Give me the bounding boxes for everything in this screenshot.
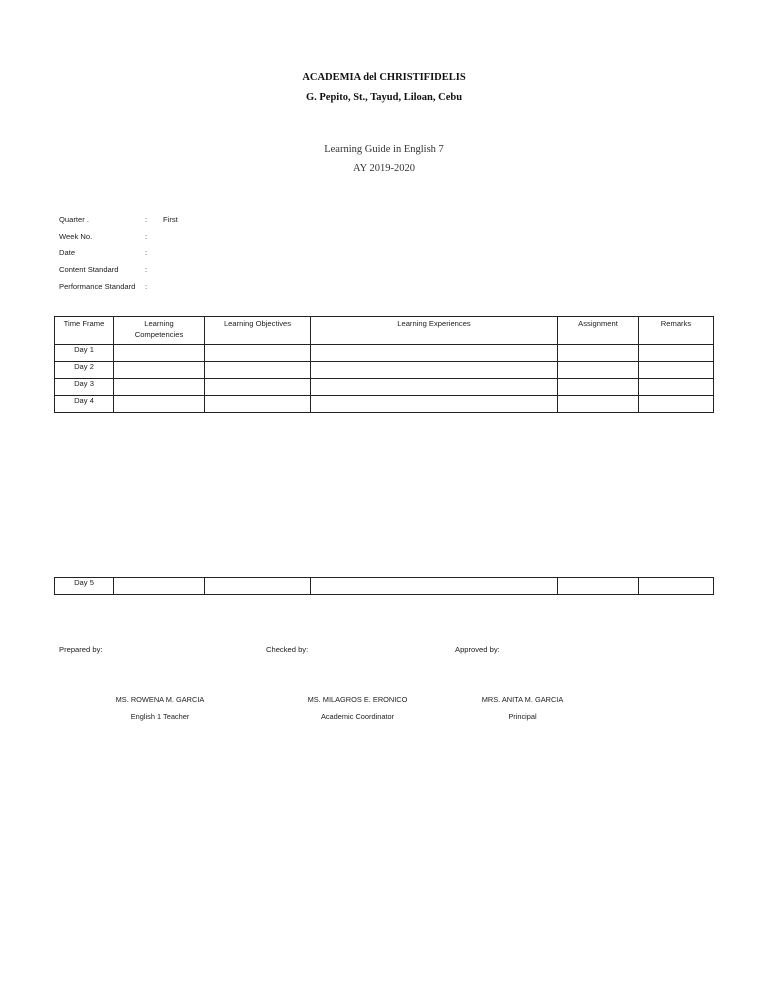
table-cell bbox=[114, 396, 205, 413]
col-header-learning-objectives: Learning Objectives bbox=[205, 317, 311, 345]
table-cell bbox=[639, 362, 714, 379]
info-label-week: Week No. bbox=[59, 232, 93, 241]
table-cell bbox=[311, 345, 558, 362]
table-cell bbox=[114, 362, 205, 379]
checked-by-name: MS. MILAGROS E. ERONICO bbox=[307, 695, 408, 704]
table-cell bbox=[558, 345, 639, 362]
info-sep-performance-standard: : bbox=[145, 282, 148, 291]
table-cell bbox=[311, 362, 558, 379]
day-cell: Day 3 bbox=[55, 379, 114, 396]
table-cell bbox=[558, 396, 639, 413]
col-header-learning-experiences: Learning Experiences bbox=[311, 317, 558, 345]
table-row bbox=[55, 396, 714, 413]
table-cell bbox=[114, 578, 205, 595]
info-sep-date: : bbox=[145, 248, 148, 257]
info-sep-content-standard: : bbox=[145, 265, 148, 274]
academic-year: AY 2019-2020 bbox=[353, 163, 415, 174]
table-cell bbox=[639, 396, 714, 413]
table-header-row bbox=[55, 317, 714, 345]
checked-by-title: Academic Coordinator bbox=[320, 712, 395, 721]
info-label-quarter: Quarter . bbox=[59, 215, 89, 224]
table-cell bbox=[205, 362, 311, 379]
table-row bbox=[55, 379, 714, 396]
day-cell: Day 4 bbox=[55, 396, 114, 413]
table-cell bbox=[311, 396, 558, 413]
info-label-content-standard: Content Standard bbox=[59, 265, 119, 274]
table-cell bbox=[558, 362, 639, 379]
school-name: ACADEMIA del CHRISTIFIDELIS bbox=[302, 72, 466, 83]
table-cell bbox=[114, 345, 205, 362]
checked-by-label: Checked by: bbox=[266, 645, 309, 654]
table-cell bbox=[205, 578, 311, 595]
prepared-by-name: MS. ROWENA M. GARCIA bbox=[115, 695, 205, 704]
table-cell bbox=[205, 396, 311, 413]
info-value-quarter: First bbox=[163, 215, 178, 224]
learning-guide-table bbox=[54, 316, 714, 413]
info-sep-quarter: : bbox=[145, 215, 148, 224]
table-cell bbox=[639, 379, 714, 396]
col-header-learning-competencies bbox=[114, 317, 205, 345]
table-row bbox=[55, 578, 714, 595]
table-cell bbox=[205, 345, 311, 362]
table-row bbox=[55, 362, 714, 379]
info-label-date: Date bbox=[59, 248, 76, 257]
approved-by-name: MRS. ANITA M. GARCIA bbox=[481, 695, 564, 704]
table-cell bbox=[205, 379, 311, 396]
table-cell bbox=[639, 345, 714, 362]
approved-by-label: Approved by: bbox=[455, 645, 500, 654]
prepared-by-title: English 1 Teacher bbox=[130, 712, 190, 721]
learning-guide-table-continued bbox=[54, 577, 714, 595]
col-header-assignment: Assignment bbox=[558, 317, 639, 345]
col-header-time-frame: Time Frame bbox=[55, 317, 114, 345]
table-row bbox=[55, 345, 714, 362]
day-cell: Day 2 bbox=[55, 362, 114, 379]
prepared-by-label: Prepared by: bbox=[59, 645, 103, 654]
school-address: G. Pepito, St., Tayud, Liloan, Cebu bbox=[305, 92, 463, 103]
guide-title: Learning Guide in English 7 bbox=[324, 144, 444, 155]
table-cell bbox=[114, 379, 205, 396]
col-header-remarks: Remarks bbox=[639, 317, 714, 345]
col-header-learning-competencies-text: Learning Competencies bbox=[134, 319, 184, 339]
day-cell: Day 5 bbox=[55, 578, 114, 595]
info-label-performance-standard: Performance Standard bbox=[59, 282, 136, 291]
info-sep-week: : bbox=[145, 232, 148, 241]
day-cell: Day 1 bbox=[55, 345, 114, 362]
approved-by-title: Principal bbox=[508, 712, 537, 721]
table-cell bbox=[558, 578, 639, 595]
table-cell bbox=[558, 379, 639, 396]
table-cell bbox=[311, 578, 558, 595]
table-cell bbox=[311, 379, 558, 396]
table-cell bbox=[639, 578, 714, 595]
